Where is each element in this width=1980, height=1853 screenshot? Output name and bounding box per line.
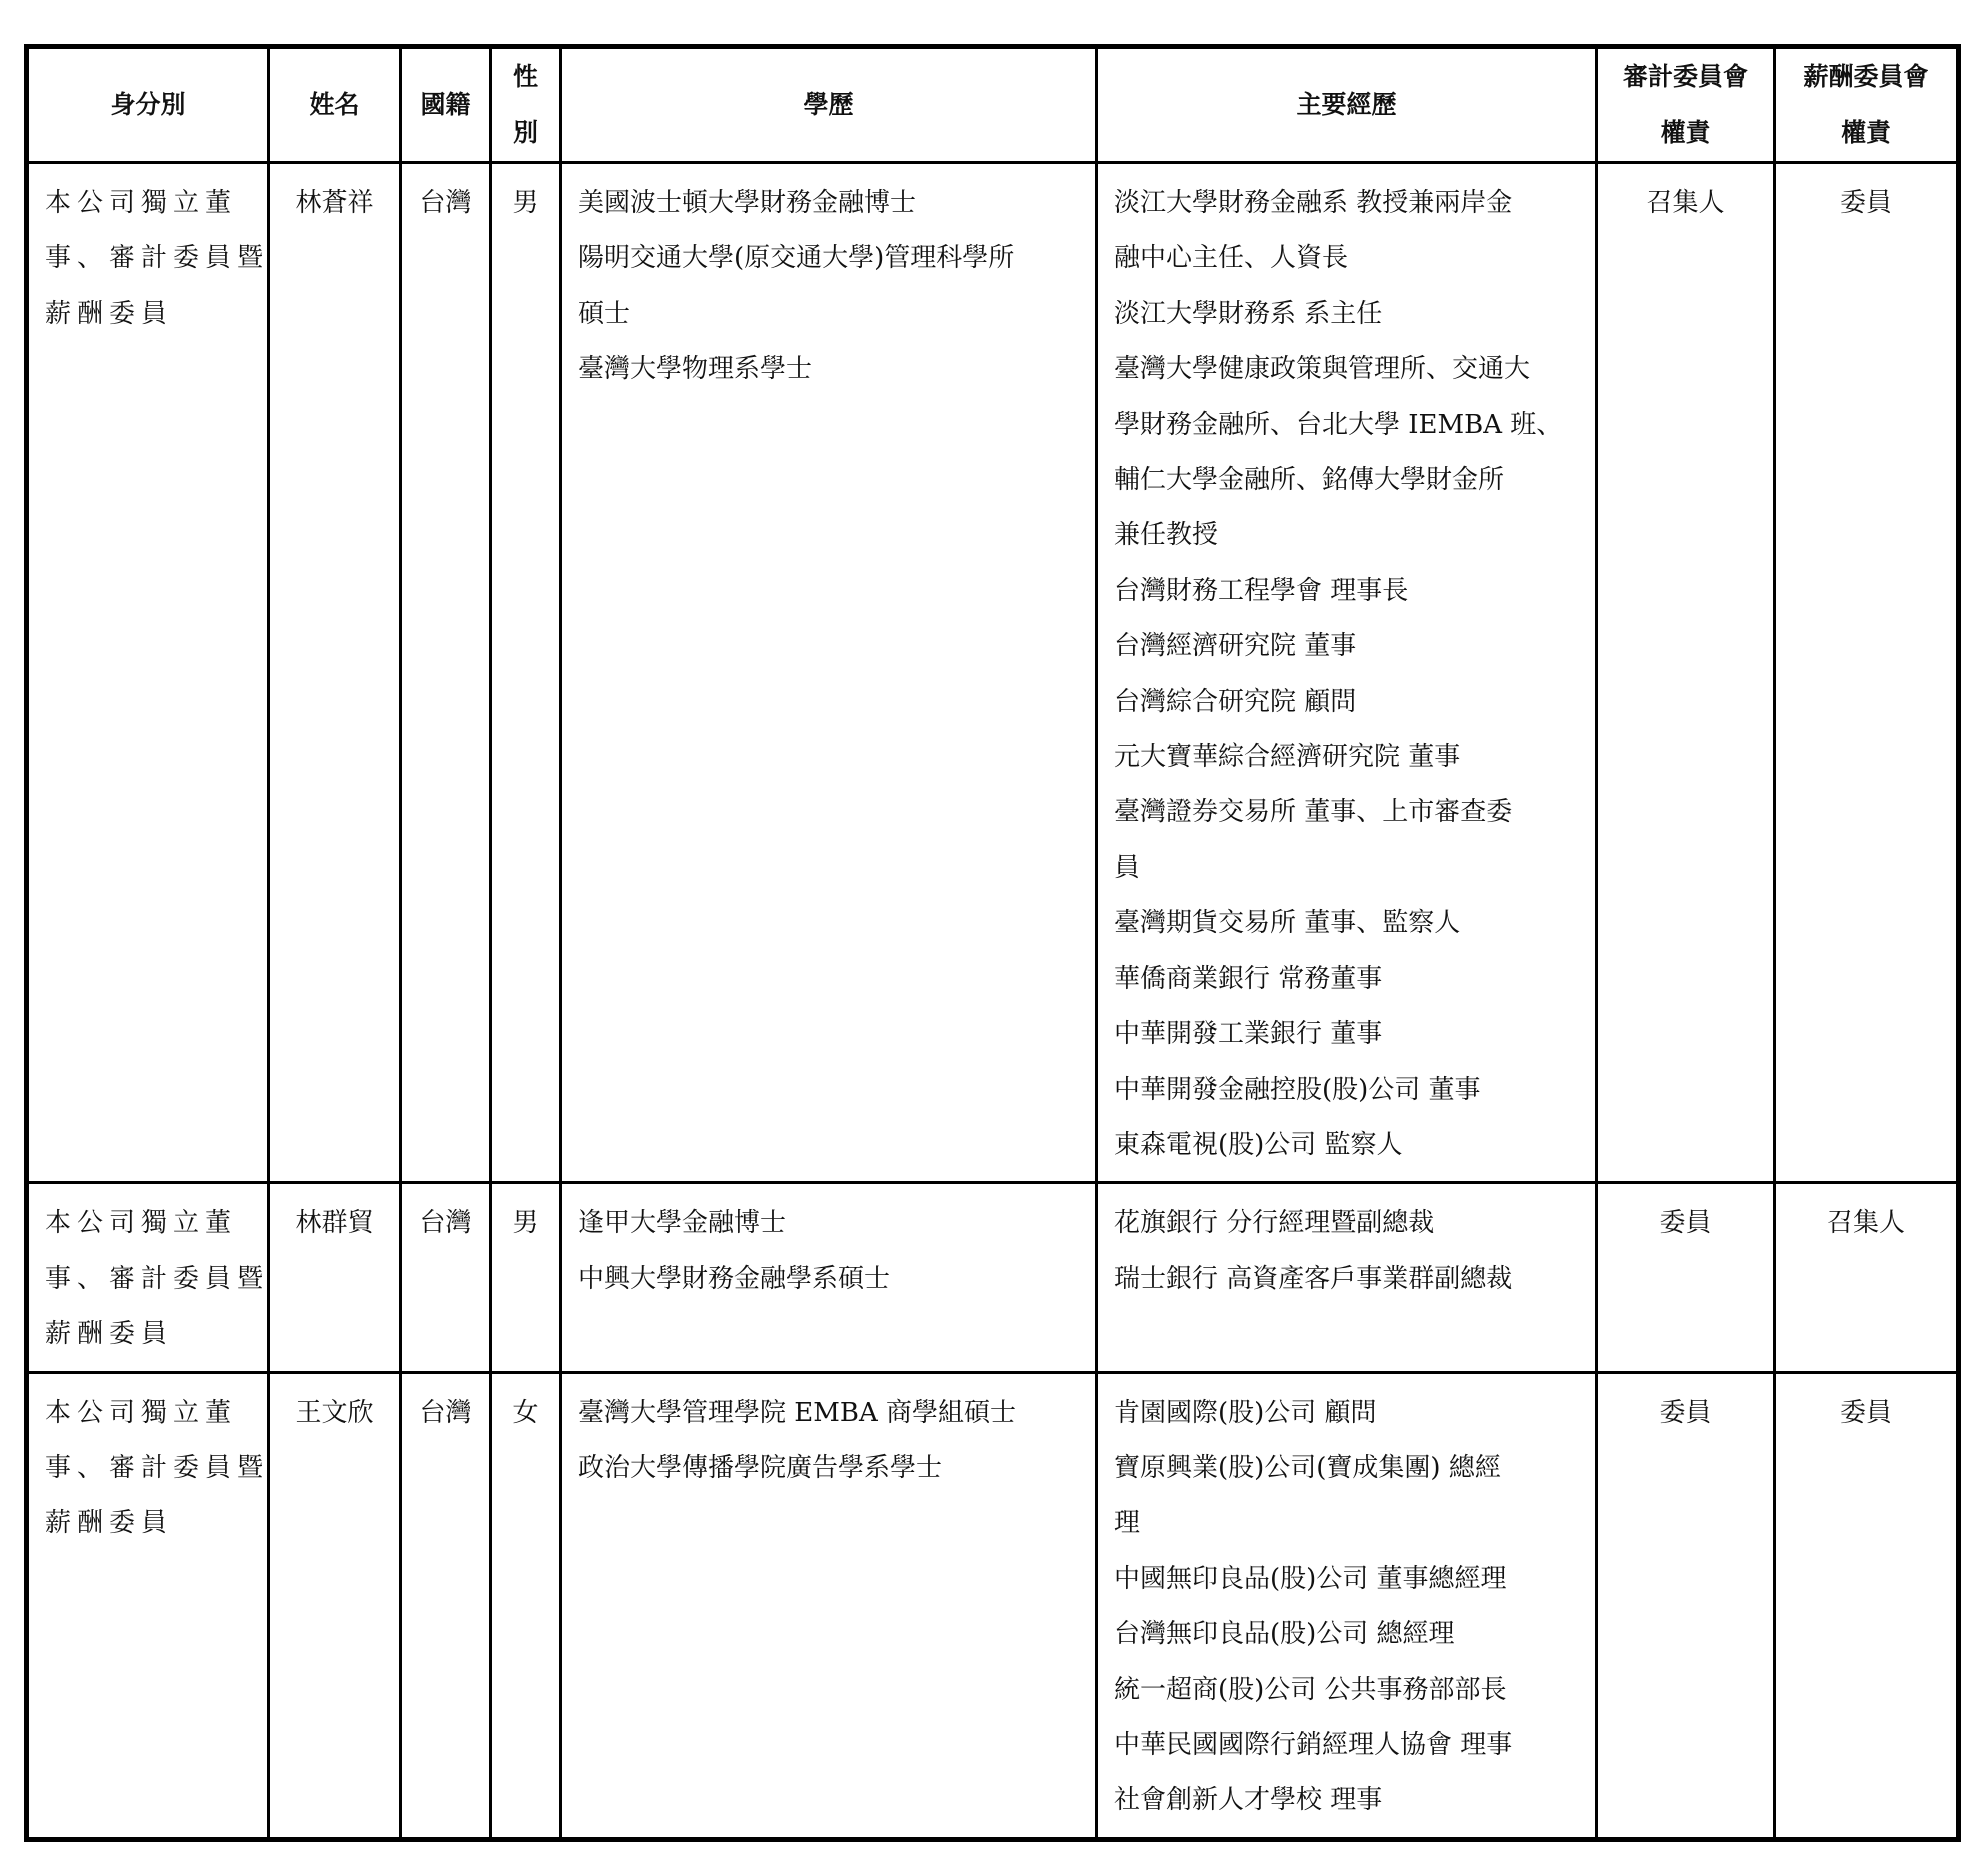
- experience-line: 理: [1114, 1508, 1141, 1539]
- experience-line: 寶原興業(股)公司(寶成集團) 總經: [1114, 1452, 1501, 1483]
- education-cell: [561, 1372, 1097, 1839]
- education-line: 美國波士頓大學財務金融博士: [578, 188, 917, 218]
- experience-line: 臺灣期貨交易所 董事、監察人: [1114, 908, 1461, 939]
- experience-line: 臺灣證券交易所 董事、上市審查委: [1114, 797, 1513, 828]
- education-line: 陽明交通大學(原交通大學)管理科學所: [578, 243, 1015, 274]
- gender-cell: 女: [491, 1372, 561, 1839]
- identity-cell: [27, 1183, 269, 1372]
- header-audit-line: 權責: [1660, 118, 1711, 147]
- header-gender-line: 別: [512, 118, 538, 147]
- header-gender-line: 性: [512, 62, 538, 91]
- experience-cell: [1097, 163, 1597, 1183]
- experience-line: 台灣無印良品(股)公司 總經理: [1114, 1619, 1455, 1650]
- header-education: 學歷: [561, 47, 1097, 163]
- education-cell: [561, 163, 1097, 1183]
- table-row: [27, 1372, 1959, 1839]
- experience-line: 台灣財務工程學會 理事長: [1114, 575, 1409, 606]
- table-row: [27, 163, 1959, 1183]
- name-cell: 林群貿: [269, 1183, 401, 1372]
- remuneration-role-cell: 召集人: [1775, 1183, 1959, 1372]
- header-remuneration: [1775, 47, 1959, 163]
- experience-line: 淡江大學財務金融系 教授兼兩岸金: [1114, 188, 1513, 218]
- header-name: 姓名: [269, 47, 401, 163]
- experience-cell: [1097, 1183, 1597, 1372]
- experience-line: 瑞士銀行 高資產客戶事業群副總裁: [1114, 1263, 1513, 1294]
- experience-line: 中華民國國際行銷經理人協會 理事: [1114, 1729, 1513, 1760]
- experience-line: 中國無印良品(股)公司 董事總經理: [1114, 1563, 1507, 1594]
- identity-line: 本公司獨立董: [45, 188, 238, 218]
- education-line: 逢甲大學金融博士: [578, 1208, 787, 1239]
- identity-line: 薪酬委員: [45, 1319, 174, 1350]
- education-line: 政治大學傳播學院廣告學系學士: [578, 1452, 943, 1483]
- header-row: [27, 47, 1959, 163]
- experience-line: 元大寶華綜合經濟研究院 董事: [1114, 742, 1461, 773]
- identity-line: 薪酬委員: [45, 1508, 174, 1539]
- identity-line: 本公司獨立董: [45, 1397, 238, 1428]
- education-line: 碩士: [578, 298, 631, 329]
- identity-cell: [27, 163, 269, 1183]
- identity-line: 事、審計委員暨: [45, 1452, 270, 1483]
- header-remuneration-line: 薪酬委員會: [1803, 62, 1929, 91]
- experience-line: 中華開發金融控股(股)公司 董事: [1114, 1074, 1481, 1105]
- experience-line: 肯園國際(股)公司 顧問: [1114, 1397, 1377, 1428]
- remuneration-role-cell: 委員: [1775, 163, 1959, 1183]
- identity-line: 事、審計委員暨: [45, 1263, 270, 1294]
- experience-line: 兼任教授: [1114, 520, 1219, 551]
- education-line: 臺灣大學物理系學士: [578, 354, 813, 385]
- audit-role-cell: 召集人: [1597, 163, 1775, 1183]
- name-cell: 林蒼祥: [269, 163, 401, 1183]
- experience-line: 台灣綜合研究院 顧問: [1114, 686, 1357, 717]
- remuneration-role-cell: 委員: [1775, 1372, 1959, 1839]
- table-body: [27, 163, 1959, 1840]
- experience-line: 臺灣大學健康政策與管理所、交通大: [1114, 354, 1531, 385]
- education-cell: [561, 1183, 1097, 1372]
- gender-cell: 男: [491, 163, 561, 1183]
- experience-line: 社會創新人才學校 理事: [1114, 1785, 1383, 1816]
- header-nationality: 國籍: [401, 47, 491, 163]
- experience-line: 淡江大學財務系 系主任: [1114, 298, 1383, 329]
- experience-line: 統一超商(股)公司 公共事務部部長: [1114, 1674, 1507, 1705]
- header-gender: [491, 47, 561, 163]
- experience-line: 輔仁大學金融所、銘傳大學財金所: [1114, 465, 1505, 496]
- identity-cell: [27, 1372, 269, 1839]
- header-audit-line: 審計委員會: [1622, 62, 1748, 91]
- experience-line: 東森電視(股)公司 監察人: [1114, 1129, 1403, 1160]
- audit-role-cell: 委員: [1597, 1372, 1775, 1839]
- name-cell: 王文欣: [269, 1372, 401, 1839]
- table-row: [27, 1183, 1959, 1372]
- gender-cell: 男: [491, 1183, 561, 1372]
- header-identity: 身分別: [27, 47, 269, 163]
- audit-role-cell: 委員: [1597, 1183, 1775, 1372]
- nationality-cell: 台灣: [401, 1183, 491, 1372]
- experience-line: 融中心主任、人資長: [1114, 243, 1349, 274]
- header-remuneration-line: 權責: [1840, 118, 1891, 147]
- education-line: 中興大學財務金融學系碩士: [578, 1263, 891, 1294]
- header-experience: 主要經歷: [1097, 47, 1597, 163]
- nationality-cell: 台灣: [401, 163, 491, 1183]
- experience-line: 中華開發工業銀行 董事: [1114, 1019, 1383, 1050]
- experience-line: 華僑商業銀行 常務董事: [1114, 963, 1383, 994]
- identity-line: 事、審計委員暨: [45, 243, 270, 274]
- nationality-cell: 台灣: [401, 1372, 491, 1839]
- identity-line: 薪酬委員: [45, 298, 174, 329]
- experience-line: 台灣經濟研究院 董事: [1114, 631, 1357, 662]
- experience-cell: [1097, 1372, 1597, 1839]
- education-line: 臺灣大學管理學院 EMBA 商學組碩士: [578, 1397, 1017, 1428]
- identity-line: 本公司獨立董: [45, 1208, 238, 1239]
- experience-line: 花旗銀行 分行經理暨副總裁: [1114, 1208, 1435, 1239]
- experience-line: 學財務金融所、台北大學 IEMBA 班、: [1114, 409, 1563, 440]
- experience-line: 員: [1114, 852, 1141, 883]
- directors-table: [24, 44, 1961, 1842]
- header-audit: [1597, 47, 1775, 163]
